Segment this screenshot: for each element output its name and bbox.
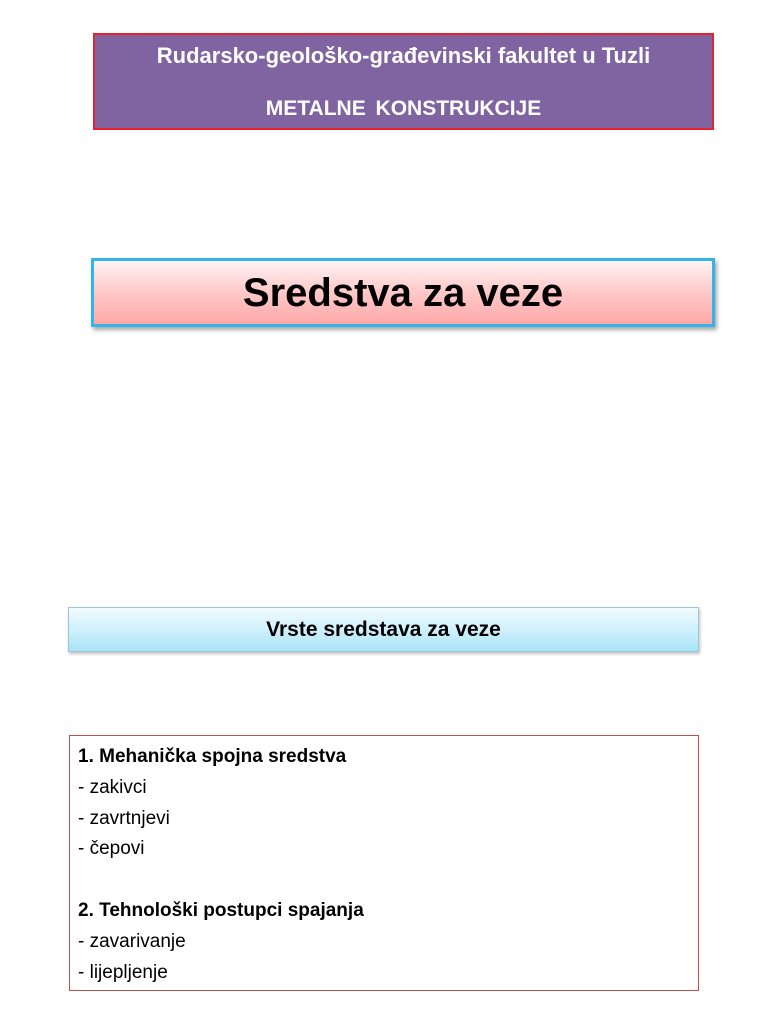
types-list-box bbox=[69, 735, 699, 991]
list-item: - čepovi bbox=[78, 838, 145, 860]
section-subtitle: Vrste sredstava za veze bbox=[266, 618, 501, 641]
section-heading: 2. Tehnološki postupci spajanja bbox=[78, 899, 364, 921]
slide-title-box bbox=[91, 258, 715, 327]
types-list bbox=[78, 742, 364, 988]
section-subtitle-box bbox=[68, 607, 699, 652]
faculty-name: Rudarsko-geološko-građevinski fakultet u Tuzli bbox=[156, 43, 651, 68]
list-item: - lijepljenje bbox=[78, 961, 168, 983]
list-item: - zavrtnjevi bbox=[78, 807, 170, 829]
slide-title: Sredstva za veze bbox=[242, 271, 564, 315]
list-item: - zakivci bbox=[78, 776, 147, 798]
course-name: METALNE KONSTRUKCIJE bbox=[265, 97, 542, 120]
list-item: - zavarivanje bbox=[78, 930, 186, 952]
section-heading: 1. Mehanička spojna sredstva bbox=[78, 746, 347, 767]
list-spacer bbox=[78, 865, 364, 896]
course-header-box bbox=[93, 33, 714, 130]
